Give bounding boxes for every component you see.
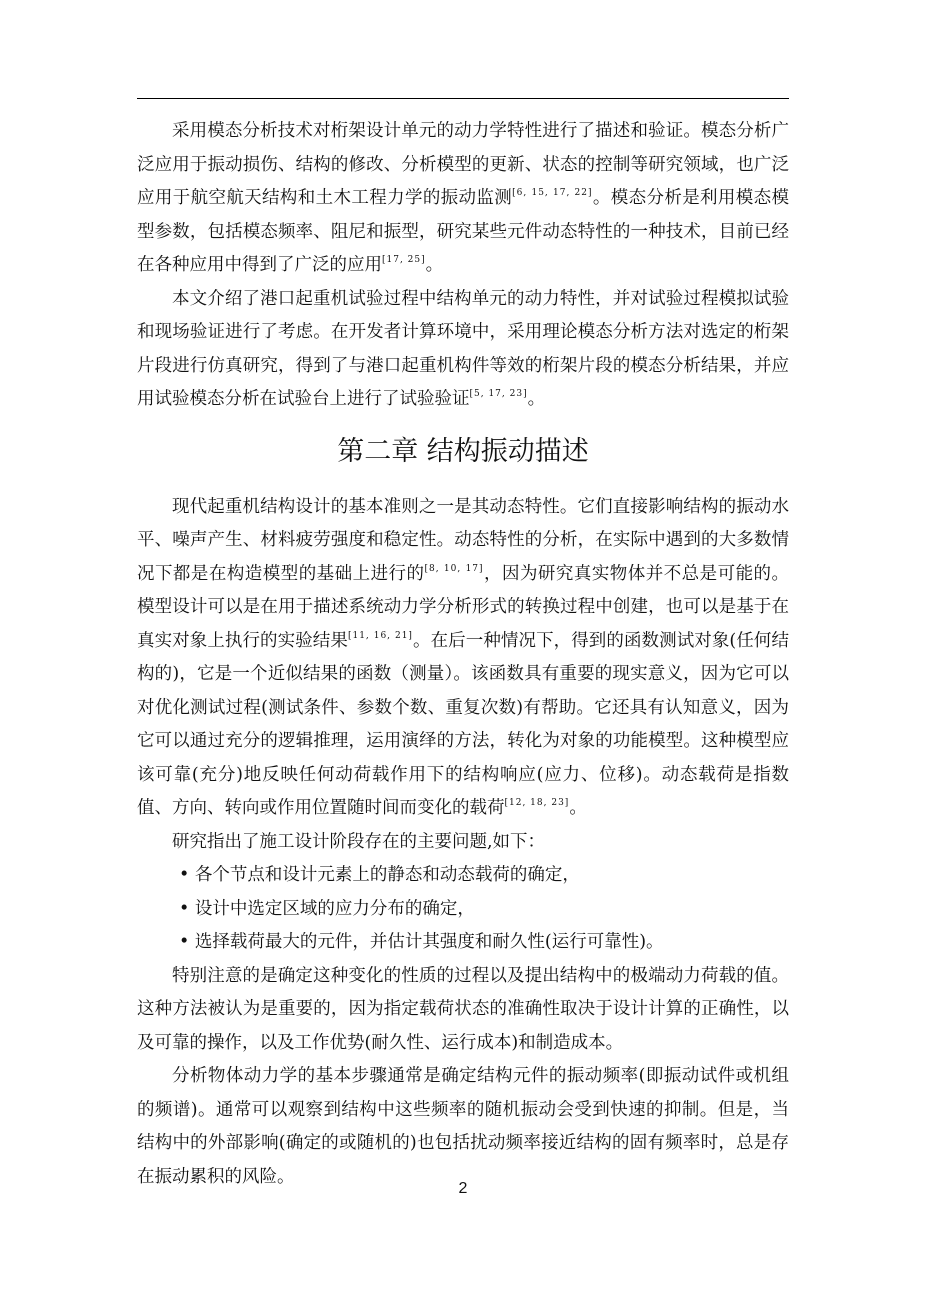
paragraph-modal-analysis bbox=[137, 115, 789, 283]
citation: [11, 16, 21] bbox=[347, 630, 413, 641]
list-item: • 选择载荷最大的元件，并估计其强度和耐久性(运行可靠性)。 bbox=[179, 932, 664, 952]
paragraph-dynamic-characteristics bbox=[137, 491, 789, 826]
list-item: • 各个节点和设计元素上的静态和动态载荷的确定， bbox=[179, 865, 580, 885]
text-run: 现代起重机结构设计的基本准则之一是其动态特性。它们直接影响结构的振动水平、噪声产生、材料疲劳强度和稳定性。动态特性的分析，在实际中遇到的大多数情况下都是在构造模型的基础上进行的 bbox=[137, 496, 789, 584]
text-run: 。 bbox=[569, 798, 587, 818]
text-run: 。模态分析是利用模态模型参数，包括模态频率、阻尼和振型，研究某些元件动态特性的一种技术，目前已经在各种应用中得到了广泛的应用 bbox=[137, 188, 790, 275]
citation: [12, 18, 23] bbox=[504, 798, 570, 808]
text-run: 。 bbox=[527, 389, 546, 409]
paragraph-vibration-frequency: 分析物体动力学的基本步骤通常是确定结构元件的振动频率(即振动试件或机组的频谱)。通常可以观察到结构中这些频率的随机振动会受到快速的抑制。但是，当结构中的外部影响(确定的或随机的)也包括扰动频率接近结构的固有频率时，总是存在振动累积的风险。 bbox=[137, 1066, 789, 1187]
text-run: 采用模态分析技术对桁架设计单元的动力学特性进行了描述和验证。模态分析广泛应用于振动损伤、结构的修改、分析模型的更新、状态的控制等研究领域，也广泛应用于航空航天结构和土木工程力学的振动监测 bbox=[137, 121, 789, 208]
chapter-heading: 第二章 结构振动描述 bbox=[337, 435, 589, 467]
text-run: 本文介绍了港口起重机试验过程中结构单元的动力特性，并对试验过程模拟试验和现场验证进行了考虑。在开发者计算环境中，采用理论模态分析方法对选定的桁架片段进行仿真研究，得到了与港口起重机构件等效的桁架片段的模态分析结果，并应用试验模态分析在试验台上进行了试验验证 bbox=[137, 288, 789, 409]
text-run: ，因为研究真实物体并不总是可能的。模型设计可以是在用于描述系统动力学分析形式的转换过程中创建，也可以是基于在真实对象上执行的实验结果 bbox=[137, 563, 790, 651]
paragraph-crane-test bbox=[137, 283, 789, 417]
citation: [8, 10, 17] bbox=[424, 563, 484, 574]
citation: [5, 17, 23] bbox=[469, 389, 528, 399]
citation: [6, 15, 17, 22] bbox=[512, 188, 593, 198]
body-text bbox=[137, 115, 789, 1194]
list-intro: 研究指出了施工设计阶段存在的主要问题,如下： bbox=[172, 831, 546, 852]
citation: [17, 25] bbox=[382, 255, 426, 265]
list-item: • 设计中选定区域的应力分布的确定， bbox=[179, 898, 475, 919]
page-number: 2 bbox=[458, 1180, 468, 1197]
text-run: 。 bbox=[425, 255, 444, 275]
text-run: 。在后一种情况下，得到的函数测试对象(任何结构的)，它是一个近似结果的函数（测量）。该函数具有重要的现实意义，因为它可以对优化测试过程(测试条件、参数个数、重复次数)有帮助。它还具有认知意义，因为它可以通过充分的逻辑推理，运用演绎的方法，转化为对象的功能模型。这种模型应该可靠(充分)地反映任何动荷载作用下的结构响应(应力、位移)。动态载荷是指数值、方向、转向或作用位置随时间而变化的载荷 bbox=[137, 630, 790, 818]
paragraph-extreme-loads: 特别注意的是确定这种变化的性质的过程以及提出结构中的极端动力荷载的值。这种方法被认为是重要的，因为指定载荷状态的准确性取决于设计计算的正确性，以及可靠的操作，以及工作优势(耐久性、运行成本)和制造成本。 bbox=[137, 965, 789, 1053]
header-rule bbox=[137, 98, 789, 99]
